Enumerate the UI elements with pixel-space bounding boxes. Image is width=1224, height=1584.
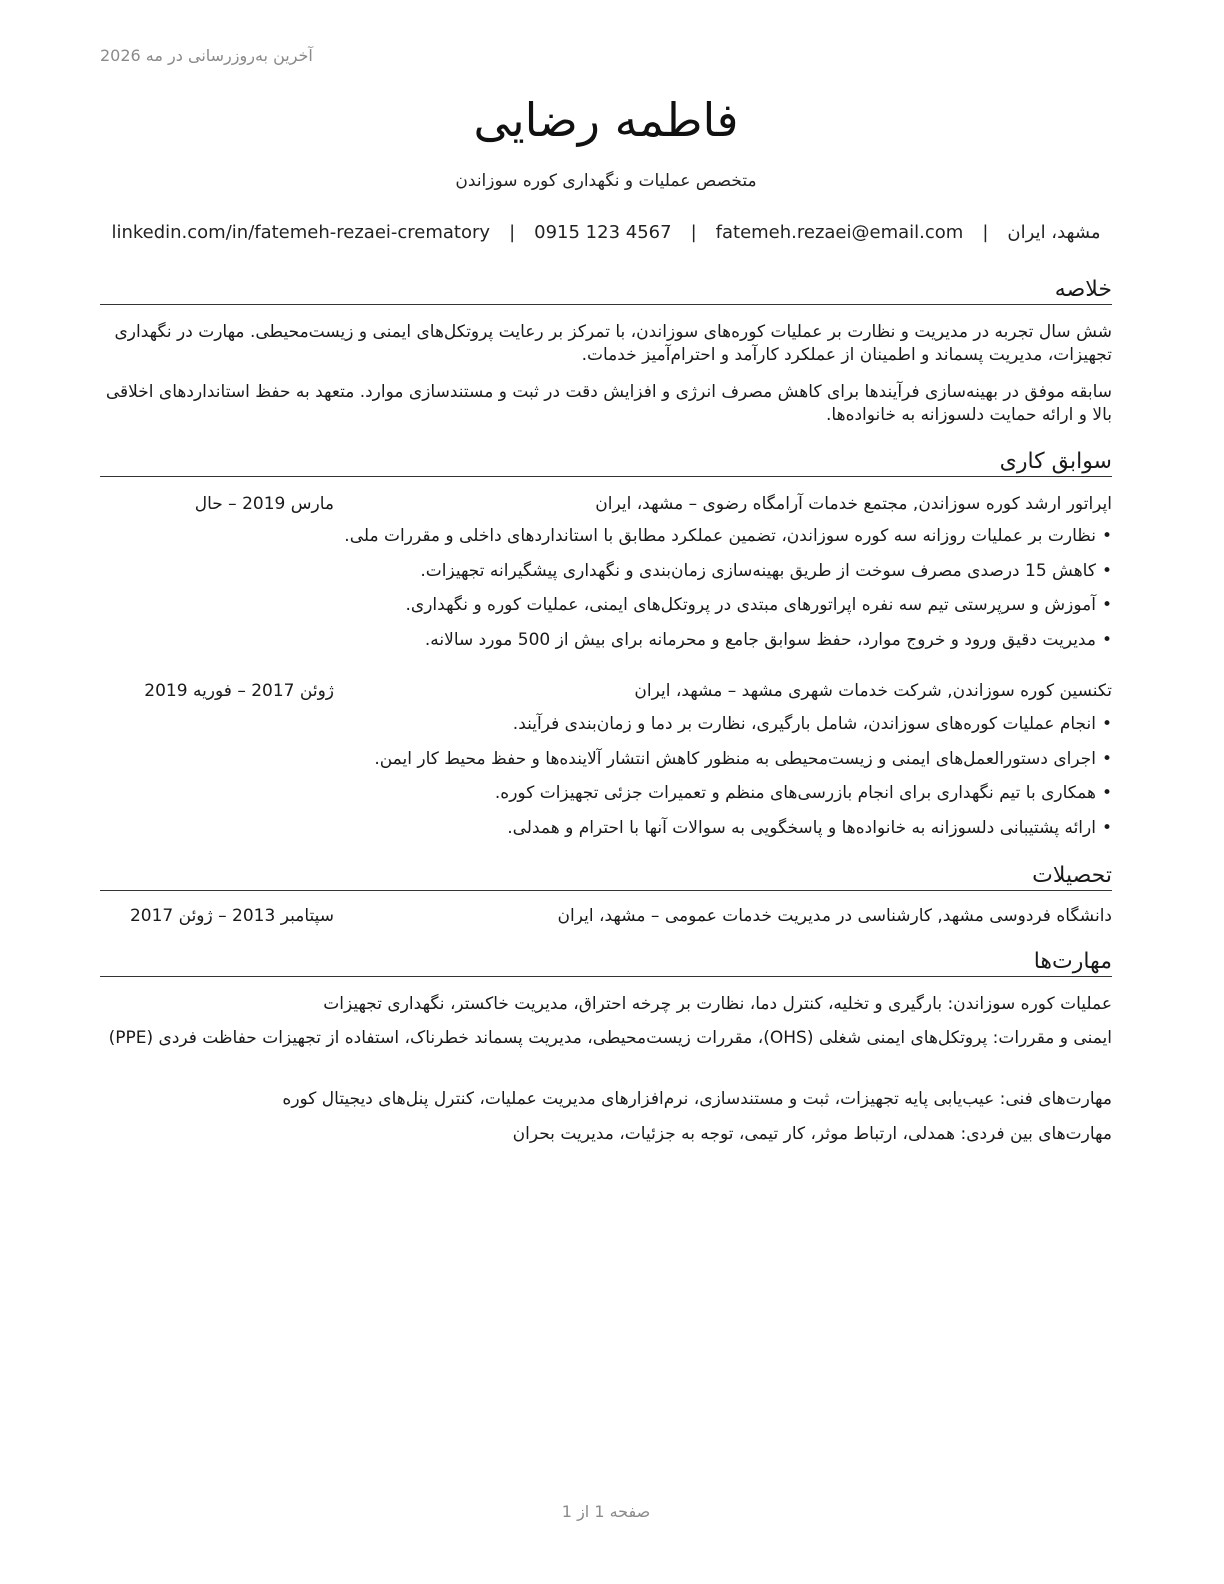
job-role: تکنسین کوره سوزاندن, شرکت خدمات شهری مشهد – مشهد، ایران — [634, 681, 1112, 701]
candidate-name: فاطمه رضایی — [473, 93, 739, 147]
bullet-glyph: • — [1101, 595, 1112, 615]
job-dates: ژوئن 2017 – فوریه 2019 — [144, 681, 334, 701]
page-number: صفحه 1 از 1 — [561, 1502, 651, 1521]
contact-separator: | — [690, 222, 697, 243]
bullet-glyph: • — [1101, 714, 1112, 734]
job-role: اپراتور ارشد کوره سوزاندن, مجتمع خدمات آرامگاه رضوی – مشهد، ایران — [595, 494, 1112, 514]
education-degree: دانشگاه فردوسی مشهد, کارشناسی در مدیریت خدمات عمومی – مشهد، ایران — [557, 906, 1112, 926]
contact-line — [100, 222, 1112, 243]
contact-location: مشهد، ایران — [1007, 222, 1101, 243]
bullet-glyph: • — [1101, 629, 1112, 650]
summary-paragraph-2: سابقه موفق در بهینه‌سازی فرآیندها برای کاهش مصرف انرژی و افزایش دقت در ثبت و مستندسازی موارد. متعهد به حفظ استانداردهای اخلاقی بالا و ارائه حمایت دلسوزانه به خانواده‌ها. — [105, 382, 1112, 425]
job-header — [100, 681, 1112, 705]
contact-phone[interactable]: 0915 123 4567 — [534, 222, 672, 243]
contact-linkedin[interactable]: linkedin.com/in/fatemeh-rezaei-crematory — [111, 222, 491, 243]
list-item: •همکاری با تیم نگهداری برای انجام بازرسی‌های منظم و تعمیرات جزئی تجهیزات کوره. — [494, 783, 1112, 803]
list-item: •کاهش 15 درصدی مصرف سوخت از طریق بهینه‌سازی زمان‌بندی و نگهداری پیشگیرانه تجهیزات. — [420, 560, 1112, 581]
section-title-skills: مهارت‌ها — [100, 948, 1112, 977]
skill-line: ایمنی و مقررات: پروتکل‌های ایمنی شغلی (OHS)، مقررات زیست‌محیطی، مدیریت پسماند خطرناک، استفاده از تجهیزات حفاظت فردی (PPE) — [108, 1028, 1112, 1048]
bullet-glyph: • — [1101, 526, 1112, 546]
bullet-glyph: • — [1101, 748, 1112, 769]
list-item: •انجام عملیات کوره‌های سوزاندن، شامل بارگیری، نظارت بر دما و زمان‌بندی فرآیند. — [512, 714, 1112, 734]
section-title-experience: سوابق کاری — [100, 448, 1112, 477]
resume-page — [100, 0, 1112, 1584]
job-dates: مارس 2019 – حال — [194, 494, 334, 514]
list-item: •ارائه پشتیبانی دلسوزانه به خانواده‌ها و پاسخگویی به سوالات آنها با احترام و همدلی. — [507, 817, 1112, 838]
list-item: •نظارت بر عملیات روزانه سه کوره سوزاندن، تضمین عملکرد مطابق با استانداردهای داخلی و مقررات ملی. — [344, 526, 1112, 546]
job-header — [100, 494, 1112, 518]
list-item: •آموزش و سرپرستی تیم سه نفره اپراتورهای مبتدی در پروتکل‌های ایمنی، عملیات کوره و نگهداری. — [405, 595, 1112, 615]
section-title-summary: خلاصه — [100, 276, 1112, 305]
section-title-education: تحصیلات — [100, 862, 1112, 891]
education-entry — [100, 906, 1112, 930]
list-item: •اجرای دستورالعمل‌های ایمنی و زیست‌محیطی به منظور کاهش انتشار آلاینده‌ها و حفظ محیط کار ایمن. — [374, 748, 1112, 769]
job-bullet-list — [100, 712, 1112, 850]
bullet-glyph: • — [1101, 560, 1112, 581]
candidate-headline: متخصص عملیات و نگهداری کوره سوزاندن — [455, 171, 757, 191]
contact-separator: | — [982, 222, 989, 243]
bullet-glyph: • — [1101, 817, 1112, 838]
skill-line: مهارت‌های بین فردی: همدلی، ارتباط موثر، کار تیمی، توجه به جزئیات، مدیریت بحران — [512, 1124, 1112, 1144]
summary-paragraph-1: شش سال تجربه در مدیریت و نظارت بر عملیات کوره‌های سوزاندن، با تمرکز بر رعایت پروتکل‌های ایمنی و زیست‌محیطی. مهارت در نگهداری تجهیزات، مدیریت پسماند و اطمینان از عملکرد کارآمد و احترام‌آمیز خدمات. — [114, 322, 1112, 365]
bullet-glyph: • — [1101, 783, 1112, 803]
skill-line: عملیات کوره سوزاندن: بارگیری و تخلیه، کنترل دما، نظارت بر چرخه احتراق، مدیریت خاکستر، نگهداری تجهیزات — [323, 994, 1112, 1014]
list-item: •مدیریت دقیق ورود و خروج موارد، حفظ سوابق جامع و محرمانه برای بیش از 500 مورد سالانه. — [424, 629, 1112, 650]
skill-line: مهارت‌های فنی: عیب‌یابی پایه تجهیزات، ثبت و مستندسازی، نرم‌افزارهای مدیریت عملیات، کنترل پنل‌های دیجیتال کوره — [282, 1089, 1112, 1109]
contact-separator: | — [509, 222, 516, 243]
contact-email[interactable]: fatemeh.rezaei@email.com — [715, 222, 964, 243]
education-dates: سپتامبر 2013 – ژوئن 2017 — [129, 906, 334, 926]
last-updated: آخرین به‌روزرسانی در مه 2026 — [100, 46, 313, 65]
job-bullet-list — [100, 524, 1112, 662]
